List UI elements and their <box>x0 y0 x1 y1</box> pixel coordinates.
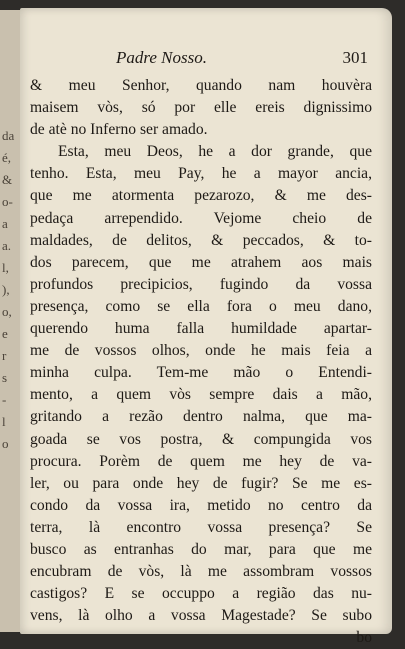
edge-fragment: & <box>2 172 13 187</box>
text-line: mento, a quem vòs sempre dais a mão, <box>30 386 372 404</box>
text-line: tenho. Esta, meu Pay, he a mayor ancia, <box>30 165 372 183</box>
edge-fragment: a <box>2 216 8 231</box>
text-line: procura. Porèm de quem me hey de va- <box>30 452 372 470</box>
edge-fragment: o, <box>2 304 12 319</box>
text-line: maisem vòs, só por elle ereis dignissimo <box>30 99 372 117</box>
text-line: querendo huma falla humildade apartar- <box>30 320 372 338</box>
text-line: condo da vossa ira, metido no centro da <box>30 496 372 514</box>
text-line: goada se vos postra, & compungida vos <box>30 430 372 448</box>
edge-fragment: l <box>2 414 6 429</box>
text-line: que me atormenta pezarozo, & me des- <box>30 187 372 205</box>
text-line: dos parecem, que me atrahem aos mais <box>30 253 372 271</box>
edge-fragment: l, <box>2 260 9 275</box>
text-line: busco as entranhas do mar, para que me <box>30 540 372 558</box>
text-line: pedaça arrependido. Vejome cheio de <box>30 209 372 227</box>
text-line: gritando a rezão dentro nalma, que ma- <box>30 408 372 426</box>
edge-fragment: s <box>2 370 8 385</box>
text-line: me de vossos olhos, onde he mais feia a <box>30 342 372 360</box>
edge-fragment: r <box>2 348 7 363</box>
edge-fragment: a. <box>2 238 12 253</box>
running-title: Padre Nosso. <box>116 48 207 67</box>
text-line: castigos? E se occuppo a região das nu- <box>30 585 372 603</box>
edge-fragment: - <box>2 392 7 407</box>
text-line: Esta, meu Deos, he a dor grande, que <box>58 143 372 161</box>
text-line: de atè no Inferno ser amado. <box>30 121 208 139</box>
page-header <box>116 48 368 72</box>
body-text <box>30 75 372 649</box>
edge-fragment: da <box>2 128 15 143</box>
text-line: terra, là encontro vossa presença? Se <box>30 518 372 536</box>
edge-fragment: e <box>2 326 8 341</box>
edge-fragment: o- <box>2 194 13 209</box>
text-line: maldades, de delitos, & peccados, & to- <box>30 231 372 249</box>
text-line: minha culpa. Tem-me mão o Entendi- <box>30 364 372 382</box>
text-line: encubram de vòs, là me assombram vossos <box>30 563 372 581</box>
catchword: bo <box>356 629 372 647</box>
edge-fragment: ), <box>2 282 10 297</box>
page-number: 301 <box>342 48 368 67</box>
edge-fragment: o <box>2 436 9 451</box>
text-line: & meu Senhor, quando nam houvèra <box>30 77 372 94</box>
text-line: vens, là olho a vossa Magestade? Se subo <box>30 607 372 625</box>
text-line: presença, como se ella fora o meu dano, <box>30 297 372 315</box>
edge-fragment: é, <box>2 150 12 165</box>
text-line: ler, ou para onde hey de fugir? Se me es- <box>30 474 372 492</box>
book-page <box>20 8 392 647</box>
text-line: profundos precipicios, fugindo da vossa <box>30 275 372 293</box>
